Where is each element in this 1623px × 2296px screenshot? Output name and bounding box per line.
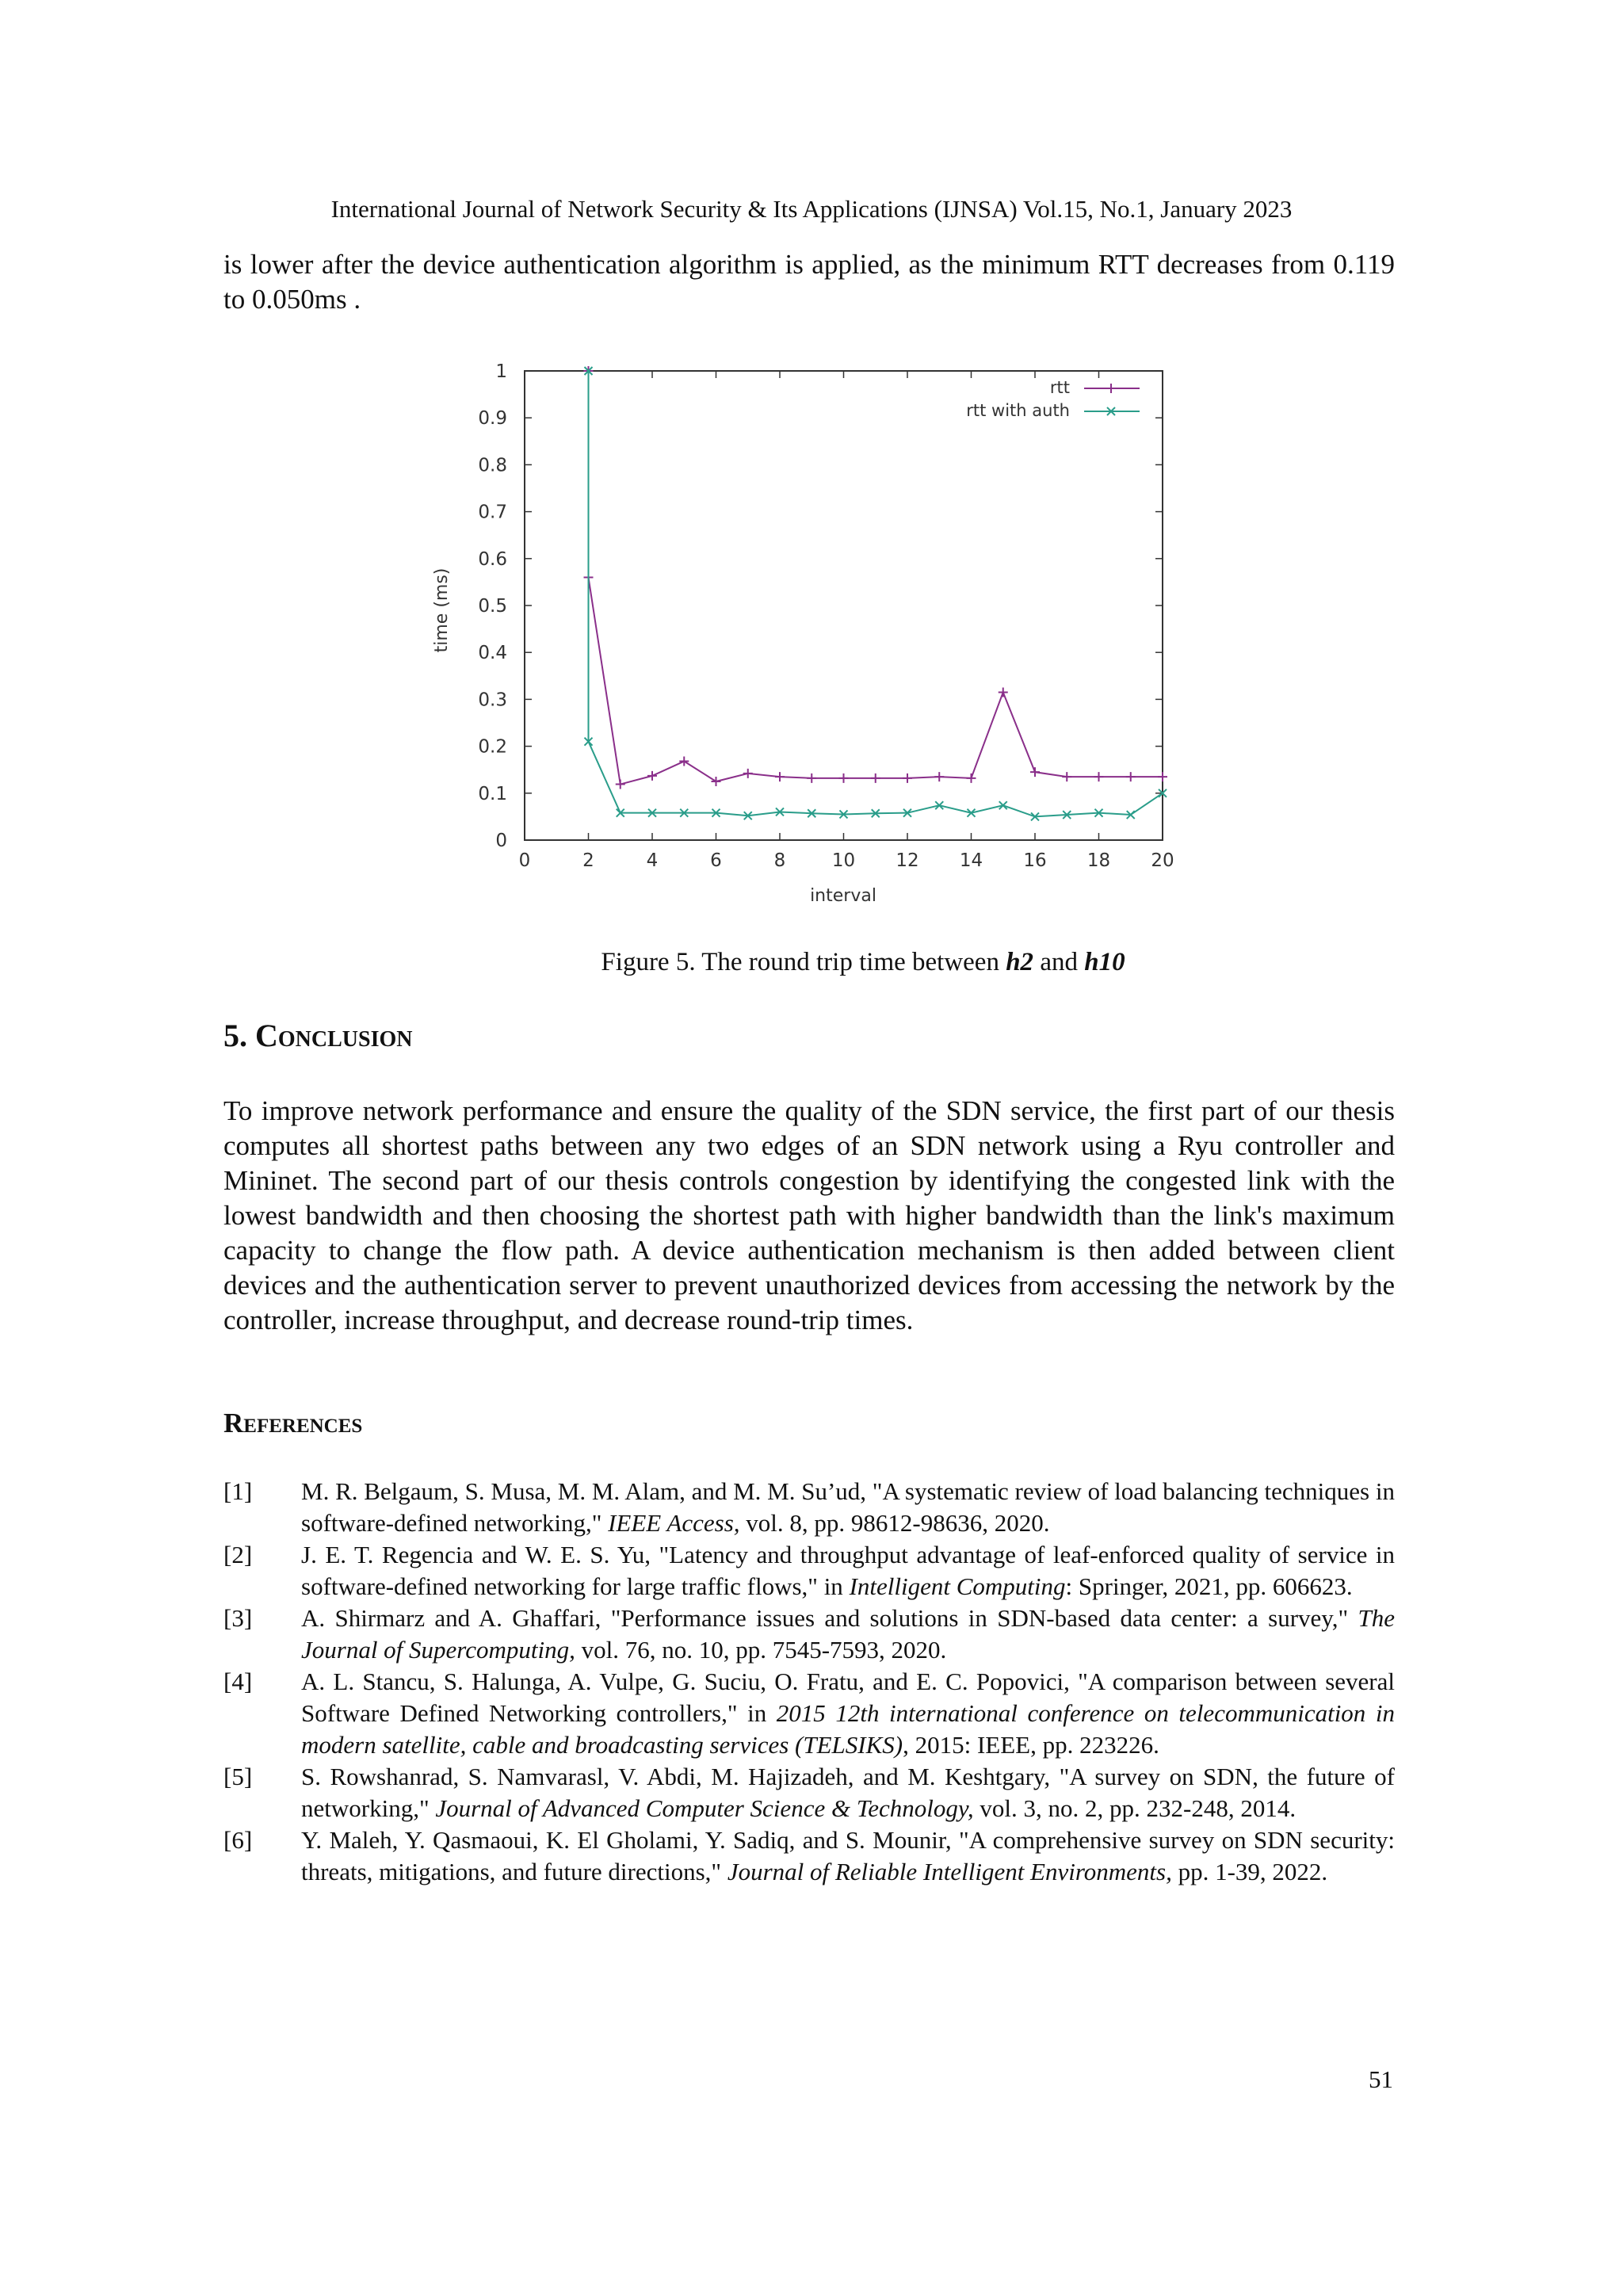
legend-marker-rtt bbox=[1106, 384, 1116, 393]
x-tick-label: 6 bbox=[710, 850, 722, 871]
x-tick-label: 8 bbox=[773, 850, 786, 871]
x-axis-label: interval bbox=[810, 886, 876, 906]
reference-text: M. R. Belgaum, S. Musa, M. M. Alam, and M. M. Su’ud, "A systematic review of load balancing techniques in software-defined networking," IEEE Access, vol. 8, pp. 98612-98636, 2020. bbox=[301, 1477, 1395, 1537]
y-tick-label: 0.1 bbox=[478, 783, 507, 804]
reference-item bbox=[223, 1824, 1395, 1888]
x-tick-label: 0 bbox=[518, 850, 531, 871]
caption-h2: h2 bbox=[1006, 948, 1034, 976]
y-tick-labels bbox=[478, 361, 507, 851]
reference-item bbox=[223, 1476, 1395, 1539]
figure-caption bbox=[0, 948, 1623, 977]
data-point-rtt bbox=[807, 774, 816, 783]
data-point-rtt bbox=[903, 774, 912, 783]
data-point-rtt bbox=[1062, 772, 1071, 781]
intro-paragraph: is lower after the device authentication algorithm is applied, as the minimum RTT decreases from 0.119 to 0.050ms . bbox=[223, 249, 1395, 315]
y-tick-label: 0.8 bbox=[478, 455, 507, 476]
data-point-rtt bbox=[712, 777, 721, 786]
axis-ticks bbox=[525, 371, 1163, 840]
x-tick-label: 14 bbox=[959, 850, 983, 871]
data-point-rtt bbox=[1158, 772, 1167, 781]
x-tick-label: 18 bbox=[1086, 850, 1111, 871]
y-tick-label: 0 bbox=[495, 831, 507, 851]
x-tick-labels bbox=[519, 850, 1174, 871]
data-point-rtt bbox=[871, 774, 880, 783]
reference-number: [3] bbox=[223, 1604, 253, 1632]
x-tick-label: 20 bbox=[1151, 850, 1174, 871]
y-tick-label: 1 bbox=[495, 361, 507, 382]
caption-h10: h10 bbox=[1084, 948, 1125, 976]
data-point-rtt bbox=[1094, 772, 1104, 781]
data-point-rtt bbox=[743, 769, 753, 778]
y-tick-label: 0.4 bbox=[478, 643, 507, 664]
x-tick-label: 16 bbox=[1023, 850, 1047, 871]
journal-header: International Journal of Network Security & Its Applications (IJNSA) Vol.15, No.1, January 2023 bbox=[330, 195, 1293, 223]
reference-text: A. L. Stancu, S. Halunga, A. Vulpe, G. Suciu, O. Fratu, and E. C. Popovici, "A comparison between several Software Defined Networking controllers," in 2015 12th international conference on telecommunication in modern satellite, cable and broadcasting services (TELSIKS), 2015: IEEE, pp. 223226. bbox=[301, 1668, 1395, 1759]
x-tick-label: 2 bbox=[582, 850, 594, 871]
legend bbox=[966, 378, 1140, 420]
reference-text: J. E. T. Regencia and W. E. S. Yu, "Latency and throughput advantage of leaf-enforced quality of service in software-defined networking for large traffic flows," in Intelligent Computing: Springer, 2021, pp. 606623. bbox=[301, 1541, 1395, 1600]
y-tick-label: 0.5 bbox=[478, 596, 507, 617]
legend-label-rtt-with-auth: rtt with auth bbox=[966, 401, 1070, 420]
reference-number: [6] bbox=[223, 1826, 253, 1854]
plot-frame bbox=[525, 371, 1163, 840]
x-tick-label: 10 bbox=[831, 850, 856, 871]
y-tick-label: 0.9 bbox=[478, 408, 507, 430]
data-point-rtt bbox=[616, 780, 625, 789]
y-tick-label: 0.7 bbox=[478, 502, 507, 523]
series-line-rtt-with-auth bbox=[589, 371, 1163, 816]
references-list bbox=[223, 1476, 1395, 1888]
x-tick-label: 12 bbox=[896, 850, 919, 871]
caption-prefix: Figure 5. The round trip time between bbox=[601, 948, 1006, 976]
rtt-line-chart bbox=[412, 349, 1220, 919]
data-point-rtt bbox=[999, 688, 1008, 697]
reference-text: S. Rowshanrad, S. Namvarasl, V. Abdi, M. Hajizadeh, and M. Keshtgary, "A survey on SDN, the future of networking," Journal of Advanced Computer Science & Technology, vol. 3, no. 2, pp. 232-248, 2014. bbox=[301, 1763, 1395, 1822]
series-line-rtt bbox=[589, 371, 1163, 785]
reference-text: A. Shirmarz and A. Ghaffari, "Performance issues and solutions in SDN-based data center: a survey," The Journal of Supercomputing, vol. 76, no. 10, pp. 7545-7593, 2020. bbox=[301, 1604, 1395, 1664]
y-tick-label: 0.6 bbox=[478, 548, 507, 570]
reference-number: [2] bbox=[223, 1541, 253, 1568]
reference-number: [4] bbox=[223, 1668, 253, 1695]
section-heading: 5. Conclusion bbox=[223, 1018, 413, 1053]
data-point-rtt bbox=[967, 774, 976, 783]
caption-and: and bbox=[1033, 948, 1085, 976]
data-point-rtt bbox=[775, 772, 785, 781]
reference-item bbox=[223, 1761, 1395, 1824]
y-axis-label: time (ms) bbox=[432, 567, 452, 653]
data-point-rtt bbox=[839, 774, 849, 783]
page-number: 51 bbox=[1369, 2065, 1393, 2093]
data-point-rtt bbox=[647, 771, 657, 781]
reference-item bbox=[223, 1603, 1395, 1666]
references-heading: References bbox=[223, 1408, 363, 1438]
data-point-rtt bbox=[1126, 772, 1136, 781]
reference-number: [1] bbox=[223, 1477, 253, 1505]
reference-item bbox=[223, 1539, 1395, 1603]
x-tick-label: 4 bbox=[646, 850, 659, 871]
series-layer bbox=[584, 366, 1168, 820]
y-tick-label: 0.3 bbox=[478, 690, 507, 711]
legend-label-rtt: rtt bbox=[1049, 378, 1070, 397]
reference-text: Y. Maleh, Y. Qasmaoui, K. El Gholami, Y. Sadiq, and S. Mounir, "A comprehensive survey on SDN security: threats, mitigations, and future directions," Journal of Reliable Intelligent Environments, pp. 1-39, 2022. bbox=[301, 1826, 1395, 1885]
conclusion-paragraph: To improve network performance and ensure the quality of the SDN service, the first part of our thesis computes all shortest paths between any two edges of an SDN network using a Ryu controller and Mininet. The second part of our thesis controls congestion by identifying the congested link with the lowest bandwidth and then choosing the shortest path with higher bandwidth than the link's maximum capacity to change the flow path. A device authentication mechanism is then added between client devices and the authentication server to prevent unauthorized devices from accessing the network by the controller, increase throughput, and decrease round-trip times. bbox=[223, 1095, 1395, 1335]
reference-number: [5] bbox=[223, 1763, 253, 1790]
data-point-rtt bbox=[934, 772, 944, 781]
data-point-rtt bbox=[679, 757, 689, 766]
y-tick-label: 0.2 bbox=[478, 736, 507, 758]
reference-item bbox=[223, 1666, 1395, 1761]
data-point-rtt bbox=[1030, 767, 1040, 777]
